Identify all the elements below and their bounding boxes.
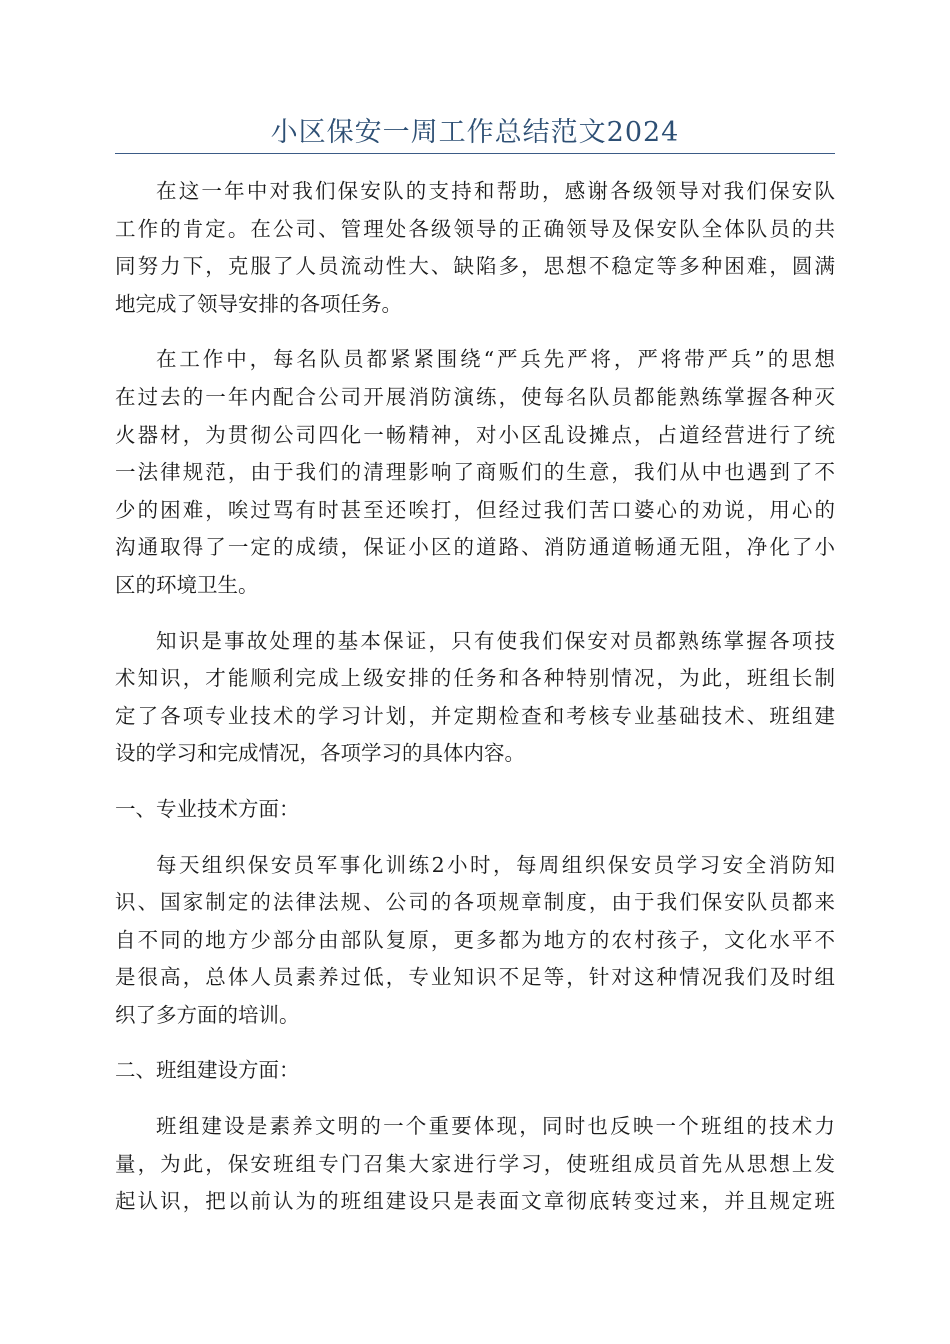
paragraph-line: 火器材，为贯彻公司四化一畅精神，对小区乱设摊点，占道经营进行了统 xyxy=(115,422,835,447)
paragraph-line: 每天组织保安员军事化训练2小时，每周组织保安员学习安全消防知 xyxy=(156,852,835,877)
paragraph-line: 区的环境卫生。 xyxy=(115,572,259,597)
paragraph-line: 班组建设是素养文明的一个重要体现，同时也反映一个班组的技术力 xyxy=(156,1114,835,1139)
body-paragraph xyxy=(115,173,835,323)
paragraph-line: 是很高，总体人员素养过低，专业知识不足等，针对这种情况我们及时组 xyxy=(115,965,835,990)
paragraph-line: 知识是事故处理的基本保证，只有使我们保安对员都熟练掌握各项技 xyxy=(156,628,835,653)
paragraph-line: 在这一年中对我们保安队的支持和帮助，感谢各级领导对我们保安队 xyxy=(156,179,835,203)
paragraph-line: 地完成了领导安排的各项任务。 xyxy=(115,291,402,316)
title-underline xyxy=(115,153,835,154)
paragraph-line: 织了多方面的培训。 xyxy=(115,1002,300,1027)
document-title: 小区保安一周工作总结范文2024 xyxy=(270,117,680,148)
section-heading: 二、班组建设方面： xyxy=(115,1058,300,1083)
paragraph-line: 定了各项专业技术的学习计划，并定期检查和考核专业基础技术、班组建 xyxy=(115,703,835,728)
paragraph-line: 自不同的地方少部分由部队复原，更多都为地方的农村孩子，文化水平不 xyxy=(115,927,835,952)
paragraph-line: 设的学习和完成情况，各项学习的具体内容。 xyxy=(115,741,525,766)
body-paragraph xyxy=(115,1108,835,1221)
paragraph-line: 一法律规范，由于我们的清理影响了商贩们的生意，我们从中也遇到了不 xyxy=(115,460,835,485)
body-paragraph xyxy=(115,341,835,604)
document-body xyxy=(115,173,835,1239)
body-paragraph xyxy=(115,623,835,773)
paragraph-line: 在工作中，每名队员都紧紧围绕“严兵先严将，严将带严兵”的思想 xyxy=(156,347,835,372)
paragraph-line: 起认识，把以前认为的班组建设只是表面文章彻底转变过来，并且规定班 xyxy=(115,1189,835,1214)
paragraph-line: 术知识，才能顺利完成上级安排的任务和各种特别情况，为此，班组长制 xyxy=(115,666,835,691)
paragraph-line: 沟通取得了一定的成绩，保证小区的道路、消防通道畅通无阻，净化了小 xyxy=(115,535,835,560)
paragraph-line: 量，为此，保安班组专门召集大家进行学习，使班组成员首先从思想上发 xyxy=(115,1151,835,1176)
body-paragraph xyxy=(115,847,835,1035)
section-heading: 一、专业技术方面： xyxy=(115,796,300,821)
paragraph-line: 识、国家制定的法律法规、公司的各项规章制度，由于我们保安队员都来 xyxy=(115,890,835,915)
paragraph-line: 工作的肯定。在公司、管理处各级领导的正确领导及保安队全体队员的共 xyxy=(115,216,835,241)
paragraph-line: 同努力下，克服了人员流动性大、缺陷多，思想不稳定等多种困难，圆满 xyxy=(115,254,835,279)
paragraph-line: 在过去的一年内配合公司开展消防演练，使每名队员都能熟练掌握各种灭 xyxy=(115,384,835,409)
paragraph-line: 少的困难，唉过骂有时甚至还唉打，但经过我们苦口婆心的劝说，用心的 xyxy=(115,497,835,522)
